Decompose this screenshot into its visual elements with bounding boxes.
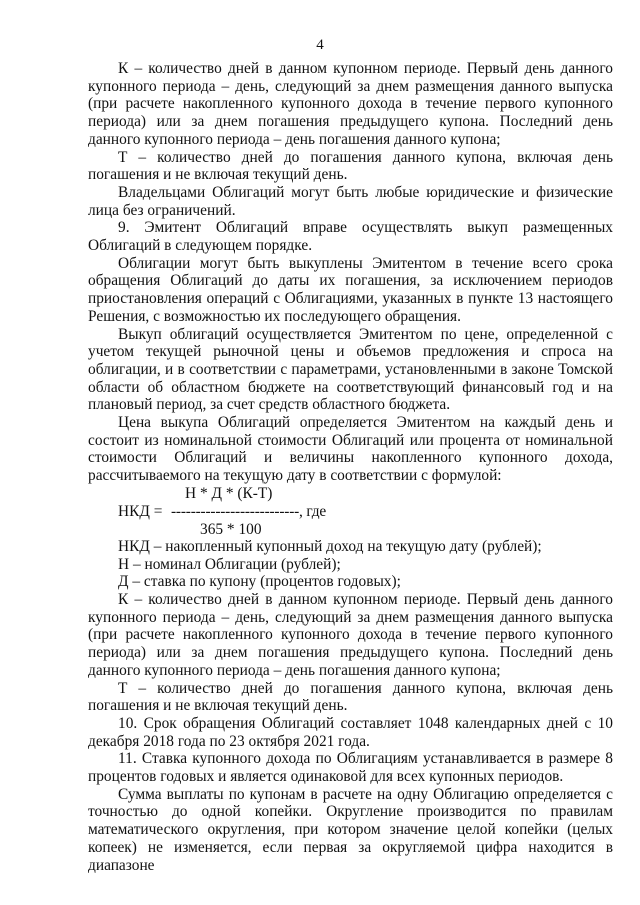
formula-denominator: 365 * 100 <box>200 520 262 538</box>
paragraph-section-10: 10. Срок обращения Облигаций составляет 1048 календарных дней с 10 декабря 2018 года по 23 октября 2021 года. <box>88 714 613 750</box>
formula-fraction-line: --------------------------, где <box>171 502 326 520</box>
formula-numerator: Н * Д * (К-Т) <box>185 484 273 502</box>
formula-lhs: НКД = <box>118 502 163 520</box>
definition-n: Н – номинал Облигации (рублей); <box>118 555 341 573</box>
page-number: 4 <box>316 37 324 53</box>
paragraph-section-9: 9. Эмитент Облигаций вправе осуществлять выкуп размещенных Облигаций в следующем порядке. <box>88 219 613 255</box>
paragraph-section-11: 11. Ставка купонного дохода по Облигациям устанавливается в размере 8 процентов годовых и является одинаковой для всех купонных периодов. <box>88 750 613 786</box>
paragraph-rounding: Сумма выплаты по купонам в расчете на одну Облигацию определяется с точностью до одной копейки. Округление производится по правилам математического округления, при котором значение целой копейки (целых копеек) не изменяется, если первая за округляемой цифра находится в диапазоне <box>88 785 613 874</box>
definition-nkd: НКД – накопленный купонный доход на текущую дату (рублей); <box>118 537 542 555</box>
document-body <box>88 60 613 874</box>
paragraph-k-definition: К – количество дней в данном купонном периоде. Первый день данного купонного периода – день, следующий за днем размещения данного выпуска (при расчете накопленного купонного дохода в течение первого купонного периода) или за днем погашения предыдущего купона. Последний день данного купонного периода – день погашения данного купона; <box>88 60 613 148</box>
definition-k: К – количество дней в данном купонном периоде. Первый день данного купонного периода – день, следующий за днем размещения данного выпуска (при расчете накопленного купонного дохода в течение первого купонного периода) или за днем погашения предыдущего купона. Последний день данного купонного периода – день погашения данного купона; <box>88 590 613 679</box>
paragraph-buyback-price: Выкуп облигаций осуществляется Эмитентом по цене, определенной с учетом текущей рыночной цены и объемов предложения и спроса на облигации, и в соответствии с параметрами, установленными в законе Томской области об областном бюджете на соответствующий финансовый год и на плановый период, за счет средств областного бюджета. <box>88 325 613 414</box>
definition-t: Т – количество дней до погашения данного купона, включая день погашения и не включая текущий день. <box>88 679 613 715</box>
paragraph-t-definition: Т – количество дней до погашения данного купона, включая день погашения и не включая текущий день. <box>88 148 613 184</box>
paragraph-price-formula-intro: Цена выкупа Облигаций определяется Эмитентом на каждый день и состоит из номинальной стоимости Облигаций или процента от номинальной стоимости Облигаций и величины накопленного купонного дохода, рассчитываемого на текущую дату в соответствии с формулой: <box>88 414 613 485</box>
paragraph-buyback-period: Облигации могут быть выкуплены Эмитентом в течение всего срока обращения Облигаций до даты их погашения, за исключением периодов приостановления операций с Облигациями, указанных в пункте 13 настоящего Решения, с возможностью их последующего обращения. <box>88 254 613 325</box>
nkd-formula <box>88 485 613 538</box>
paragraph-owners: Владельцами Облигаций могут быть любые юридические и физические лица без ограничений. <box>88 183 613 219</box>
definition-d: Д – ставка по купону (процентов годовых); <box>118 573 401 591</box>
